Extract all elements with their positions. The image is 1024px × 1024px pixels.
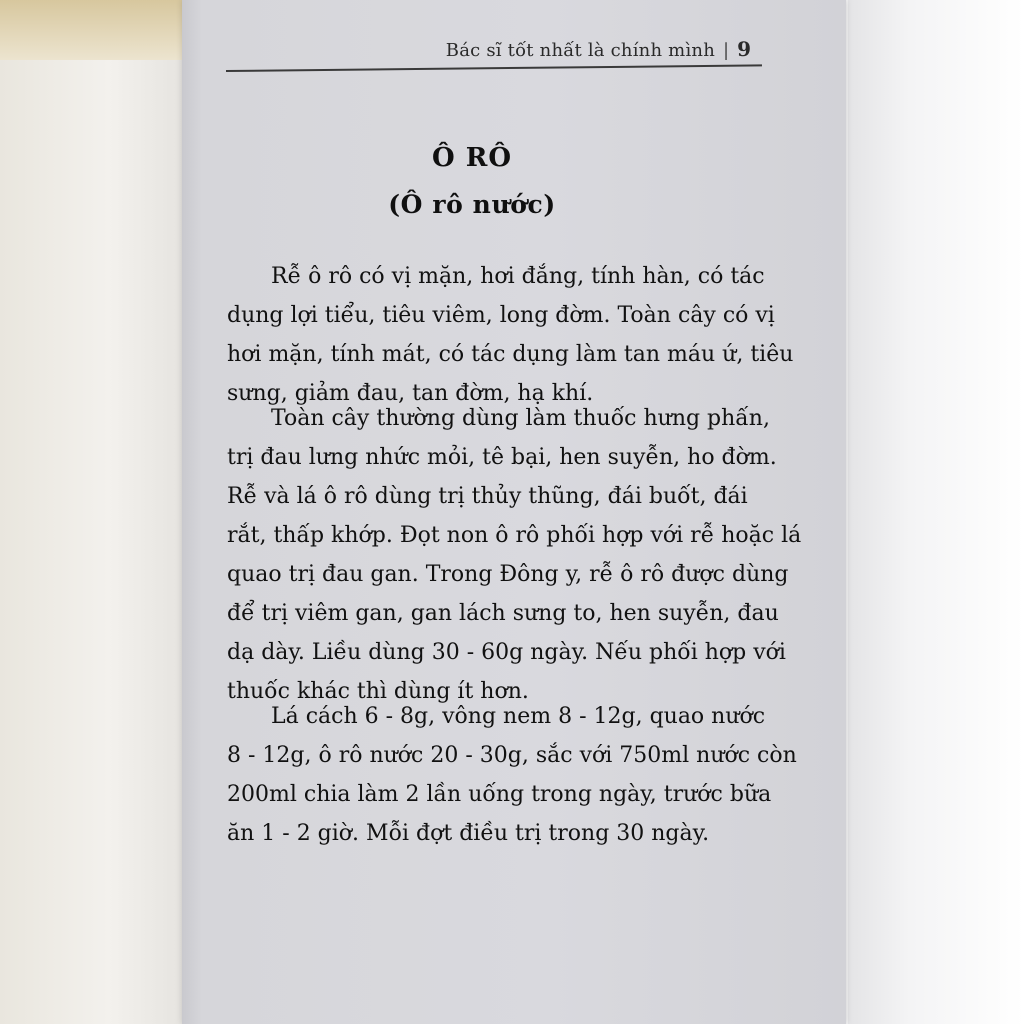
text-line: 200ml chia làm 2 lần uống trong ngày, trước bữa	[227, 782, 772, 807]
text-line: rắt, thấp khớp. Đọt non ô rô phối hợp với rễ hoặc lá	[227, 523, 802, 548]
text-line: thuốc khác thì dùng ít hơn.	[227, 679, 529, 704]
page-number: 9	[737, 37, 751, 61]
running-header	[446, 37, 751, 61]
text-line: quao trị đau gan. Trong Đông y, rễ ô rô được dùng	[227, 562, 789, 587]
text-line: Lá cách 6 - 8g, vông nem 8 - 12g, quao nước	[271, 704, 766, 729]
desk-surface-right	[848, 0, 1024, 1024]
book-page	[182, 0, 846, 1024]
header-rule	[226, 64, 762, 72]
running-title: Bác sĩ tốt nhất là chính mình	[445, 40, 715, 61]
text-line: Rễ và lá ô rô dùng trị thủy thũng, đái buốt, đái	[227, 484, 748, 509]
paragraph-1	[227, 257, 794, 413]
header-separator: |	[723, 40, 730, 61]
text-line: Rễ ô rô có vị mặn, hơi đắng, tính hàn, có tác	[271, 264, 765, 289]
desk-surface-left	[0, 0, 182, 1024]
text-line: sưng, giảm đau, tan đờm, hạ khí.	[227, 381, 594, 406]
text-line: ăn 1 - 2 giờ. Mỗi đợt điều trị trong 30 ngày.	[227, 821, 710, 846]
text-line: để trị viêm gan, gan lách sưng to, hen suyễn, đau	[227, 601, 779, 626]
text-line: trị đau lưng nhức mỏi, tê bại, hen suyễn, ho đờm.	[227, 445, 777, 470]
paragraph-3	[227, 697, 797, 853]
section-subtitle: (Ô rô nước)	[388, 190, 556, 219]
text-line: dạ dày. Liều dùng 30 - 60g ngày. Nếu phối hợp với	[227, 640, 786, 665]
text-line: 8 - 12g, ô rô nước 20 - 30g, sắc với 750ml nước còn	[227, 743, 797, 768]
text-line: Toàn cây thường dùng làm thuốc hưng phấn,	[271, 406, 770, 431]
section-title: Ô RÔ	[432, 143, 512, 173]
text-line: dụng lợi tiểu, tiêu viêm, long đờm. Toàn cây có vị	[227, 303, 775, 328]
paragraph-2	[227, 399, 802, 711]
text-line: hơi mặn, tính mát, có tác dụng làm tan máu ứ, tiêu	[227, 342, 794, 367]
